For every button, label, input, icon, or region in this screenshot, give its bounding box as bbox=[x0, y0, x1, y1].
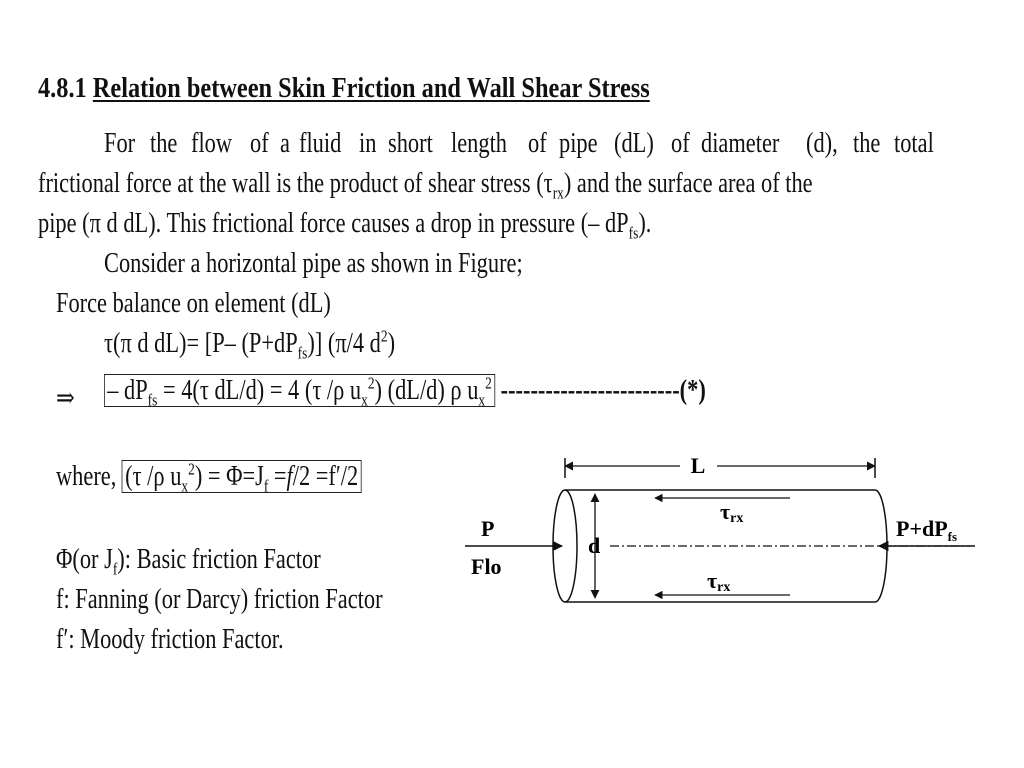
where-row bbox=[56, 460, 438, 494]
line2-text-a: frictional force at the wall is the product of shear stress (τ bbox=[38, 168, 553, 199]
be-b: = 4(τ dL/d) = 4 (τ /ρ u bbox=[157, 375, 362, 406]
fb-eq-sup: 2 bbox=[380, 326, 388, 346]
line1-word: short bbox=[388, 128, 434, 159]
we-sub2: f bbox=[263, 476, 269, 496]
line4-text: Consider a horizontal pipe as shown in Figure; bbox=[104, 248, 523, 279]
def1-text: f: Fanning (or Darcy) friction Factor bbox=[56, 584, 383, 615]
fb-eq-b: )] (π/4 d bbox=[307, 328, 381, 359]
outlet-label-main: P+dP bbox=[896, 516, 948, 541]
shear-bottom-sub: rx bbox=[717, 580, 731, 595]
line1-word: of bbox=[528, 128, 547, 159]
be-a: – dP bbox=[107, 375, 148, 406]
def0-b: ): Basic friction Factor bbox=[117, 544, 321, 575]
we-a: (τ /ρ u bbox=[125, 461, 182, 492]
line3-text-a: pipe (π d dL). This frictional force causes a drop in pressure (– dP bbox=[38, 208, 629, 239]
line1-word: length bbox=[451, 128, 508, 159]
section-heading bbox=[38, 70, 766, 106]
be-sub1: fs bbox=[147, 390, 158, 410]
line2-sub: rx bbox=[552, 183, 564, 203]
definition-moody bbox=[56, 623, 341, 657]
definition-fanning bbox=[56, 583, 464, 617]
line1-word: pipe bbox=[558, 128, 598, 159]
line3-sub: fs bbox=[628, 223, 639, 243]
force-balance-text: Force balance on element (dL) bbox=[56, 288, 331, 319]
def0-sub: f bbox=[112, 559, 118, 579]
def2-text: f′: Moody friction Factor. bbox=[56, 624, 284, 655]
be-c: ) (dL/d) ρ u bbox=[374, 375, 479, 406]
we-italic-f: f bbox=[286, 461, 293, 492]
we-sub1: x bbox=[181, 476, 189, 496]
section-number: 4.8.1 bbox=[38, 72, 87, 104]
outlet-pressure-label bbox=[896, 516, 957, 544]
fb-eq-c: ) bbox=[387, 328, 396, 359]
shear-label-bottom bbox=[707, 568, 730, 595]
flow-label: Flo bbox=[471, 554, 502, 579]
paragraph-line-3 bbox=[38, 207, 805, 241]
paragraph-line-2 bbox=[38, 167, 1006, 201]
we-sup1: 2 bbox=[188, 459, 195, 479]
line1-word: in bbox=[359, 128, 377, 159]
pipe-diagram bbox=[455, 448, 985, 618]
line3-text-b: ). bbox=[638, 208, 652, 239]
line1-word: the bbox=[852, 128, 881, 159]
definition-basic bbox=[56, 543, 387, 577]
be-sub2: x bbox=[361, 390, 368, 410]
shear-bottom-main: τ bbox=[707, 568, 718, 593]
outlet-label-sub: fs bbox=[947, 529, 958, 544]
fb-eq-sub: fs bbox=[297, 343, 308, 363]
we-c: = bbox=[268, 461, 287, 492]
diameter-label: d bbox=[588, 533, 601, 558]
boxed-equation bbox=[104, 373, 495, 410]
be-sup3: 2 bbox=[485, 373, 492, 393]
where-label: where, bbox=[56, 461, 117, 492]
line1-word: flow bbox=[191, 128, 233, 159]
justified-words bbox=[104, 127, 944, 161]
force-balance-label bbox=[56, 287, 400, 321]
be-sup2: 2 bbox=[367, 373, 375, 393]
shear-top-sub: rx bbox=[730, 511, 744, 526]
we-b: ) = Φ=J bbox=[194, 461, 264, 492]
force-balance-equation bbox=[104, 327, 468, 361]
line1-word: (d), bbox=[806, 128, 838, 159]
shear-top-main: τ bbox=[720, 499, 731, 524]
implies-symbol bbox=[56, 382, 79, 416]
line1-word: (dL) bbox=[613, 128, 654, 159]
where-boxed-equation bbox=[122, 459, 362, 496]
be-sub3: x bbox=[478, 390, 486, 410]
line1-word: of bbox=[670, 128, 690, 159]
boxed-equation-row bbox=[104, 374, 856, 408]
shear-label-top bbox=[720, 499, 743, 526]
paragraph-line-4 bbox=[104, 247, 627, 281]
line1-word: diameter bbox=[701, 128, 780, 159]
section-title: Relation between Skin Friction and Wall Shear Stress bbox=[92, 72, 650, 104]
implies-text: ⇒ bbox=[56, 383, 75, 414]
length-label: L bbox=[690, 453, 706, 478]
line1-word: the bbox=[149, 128, 178, 159]
line1-word: of bbox=[249, 128, 269, 159]
we-d: /2 =f′/2 bbox=[292, 461, 359, 492]
inlet-pressure-label: P bbox=[481, 516, 495, 541]
fb-eq-a: τ(π d dL)= [P– (P+dP bbox=[104, 328, 298, 359]
line1-word: For bbox=[104, 128, 136, 159]
line2-text-b: ) and the surface area of the bbox=[563, 168, 813, 199]
equation-tag: ------------------------(*) bbox=[500, 375, 706, 406]
def0-a: Φ(or J bbox=[56, 544, 113, 575]
line1-word: total bbox=[894, 128, 934, 159]
line1-word: fluid bbox=[299, 128, 342, 159]
paragraph-line-1 bbox=[104, 127, 944, 161]
line1-word: a bbox=[279, 128, 290, 159]
